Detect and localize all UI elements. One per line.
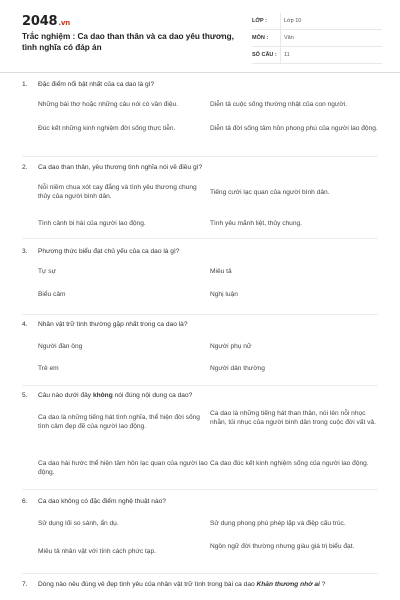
question-text — [22, 80, 392, 89]
question-text — [22, 497, 392, 506]
meta-value: 11 — [284, 52, 290, 58]
question-prompt: Ca dao than thân, yêu thương tình nghĩa nói về điều gì? — [38, 164, 203, 171]
question-1 — [22, 80, 392, 132]
question-3 — [22, 247, 392, 298]
page-header — [0, 0, 400, 68]
question-number: 3. — [22, 248, 28, 255]
meta-value: Văn — [284, 35, 294, 41]
meta-row-class — [252, 13, 382, 30]
option-a[interactable]: Những bài thơ hoặc những câu nói có vần điệu. — [38, 101, 178, 108]
question-number: 4. — [22, 321, 28, 328]
question-2 — [22, 163, 392, 227]
option-d[interactable]: Diễn tả đời sống tâm hồn phong phú của người lao động. — [210, 125, 378, 132]
question-prompt: Nhân vật trữ tình thường gặp nhất trong ca dao là? — [38, 321, 188, 328]
question-text — [22, 391, 392, 400]
question-text — [22, 580, 392, 589]
question-divider — [22, 156, 378, 157]
prompt-part: ? — [319, 581, 326, 588]
option-c[interactable]: Ca dao hài hước thể hiện tâm hồn lạc quan của người lao động. — [38, 460, 208, 477]
option-a[interactable]: Ca dao là những tiếng hát tình nghĩa, thể hiện đời sống tình cảm đẹp đẽ của người lao động. — [38, 414, 200, 431]
question-number: 1. — [22, 81, 28, 88]
option-d[interactable]: Nghị luận — [210, 291, 238, 298]
question-number: 2. — [22, 164, 28, 171]
question-divider — [22, 385, 378, 386]
option-a[interactable]: Tự sự — [38, 268, 56, 275]
question-prompt — [38, 391, 192, 400]
meta-label: MÔN : — [252, 35, 269, 41]
option-a[interactable]: Nỗi niềm chua xót cay đắng và tình yêu thương chung thủy của người bình dân. — [38, 184, 197, 201]
option-b[interactable]: Tiếng cười lạc quan của người bình dân. — [210, 189, 330, 196]
question-prompt — [38, 580, 325, 589]
option-c[interactable]: Trẻ em — [38, 365, 59, 372]
question-prompt: Ca dao không có đặc điểm nghệ thuật nào? — [38, 498, 166, 505]
option-b[interactable]: Diễn tả cuộc sống thường nhật của con người. — [210, 101, 347, 108]
question-4 — [22, 320, 392, 372]
option-c[interactable]: Tình cảnh bi hài của người lao động. — [38, 220, 146, 227]
meta-row-count — [252, 47, 382, 64]
option-a[interactable]: Sử dụng lối so sánh, ẩn dụ. — [38, 520, 119, 527]
question-number: 7. — [22, 581, 28, 588]
option-d[interactable]: Tình yêu mãnh liệt, thủy chung. — [210, 220, 303, 227]
option-c[interactable]: Biểu cảm — [38, 291, 66, 298]
logo-suffix: .vn — [58, 19, 70, 27]
option-c[interactable]: Đúc kết những kinh nghiệm đời sống thực tiễn. — [38, 125, 176, 132]
prompt-part: Dòng nào nêu đúng vẻ đẹp tình yêu của nhân vật trữ tình trong bài ca dao — [38, 581, 257, 588]
meta-value: Lớp 10 — [284, 18, 302, 24]
page-title: Trắc nghiệm : Ca dao than thân và ca dao yêu thương, tình nghĩa có đáp án — [22, 32, 234, 52]
meta-separator — [280, 13, 281, 64]
option-b[interactable]: Người phụ nữ — [210, 343, 252, 350]
question-number: 6. — [22, 498, 28, 505]
question-7 — [22, 580, 392, 589]
question-prompt: Phương thức biểu đạt chủ yếu của ca dao là gì? — [38, 248, 180, 255]
meta-row-subject — [252, 30, 382, 47]
site-logo[interactable] — [22, 14, 70, 29]
header-divider — [0, 72, 400, 73]
question-prompt: Đặc điểm nổi bật nhất của ca dao là gì? — [38, 81, 155, 88]
question-text — [22, 320, 392, 329]
question-divider — [22, 573, 378, 574]
question-number: 5. — [22, 392, 28, 399]
option-b[interactable]: Sử dụng phong phú phép lặp và điệp cấu trúc. — [210, 520, 346, 527]
question-6 — [22, 497, 392, 555]
option-d[interactable]: Người dân thường — [210, 365, 265, 372]
meta-label: SỐ CÂU : — [252, 52, 277, 58]
question-text — [22, 247, 392, 256]
option-c[interactable]: Miêu tả nhân vật với tính cách phức tạp. — [38, 548, 156, 555]
prompt-emphasis: không — [92, 392, 113, 399]
meta-table — [252, 13, 382, 64]
prompt-part: Câu nào dưới đây — [38, 392, 93, 399]
question-divider — [22, 489, 378, 490]
question-text — [22, 163, 392, 172]
question-divider — [22, 314, 378, 315]
question-5 — [22, 391, 392, 477]
prompt-emphasis: Khăn thương nhớ ai — [256, 581, 320, 588]
option-d[interactable]: Ngôn ngữ đời thường nhưng giàu giá trị biểu đạt. — [210, 543, 355, 550]
option-b[interactable]: Miêu tả — [210, 268, 232, 275]
option-d[interactable]: Ca dao đúc kết kinh nghiệm sống của người lao động. — [210, 460, 369, 467]
option-b[interactable]: Ca dao là những tiếng hát than thân, nói lên nỗi nhọc nhằn, tủi nhục của người bình dân trong cuộc đời vất vả. — [210, 410, 376, 427]
option-a[interactable]: Người đàn ông — [38, 343, 83, 350]
question-divider — [22, 238, 378, 239]
prompt-part: nói đúng nội dung ca dao? — [112, 392, 193, 399]
meta-label: LỚP : — [252, 18, 267, 24]
logo-text: 2048 — [22, 14, 58, 29]
